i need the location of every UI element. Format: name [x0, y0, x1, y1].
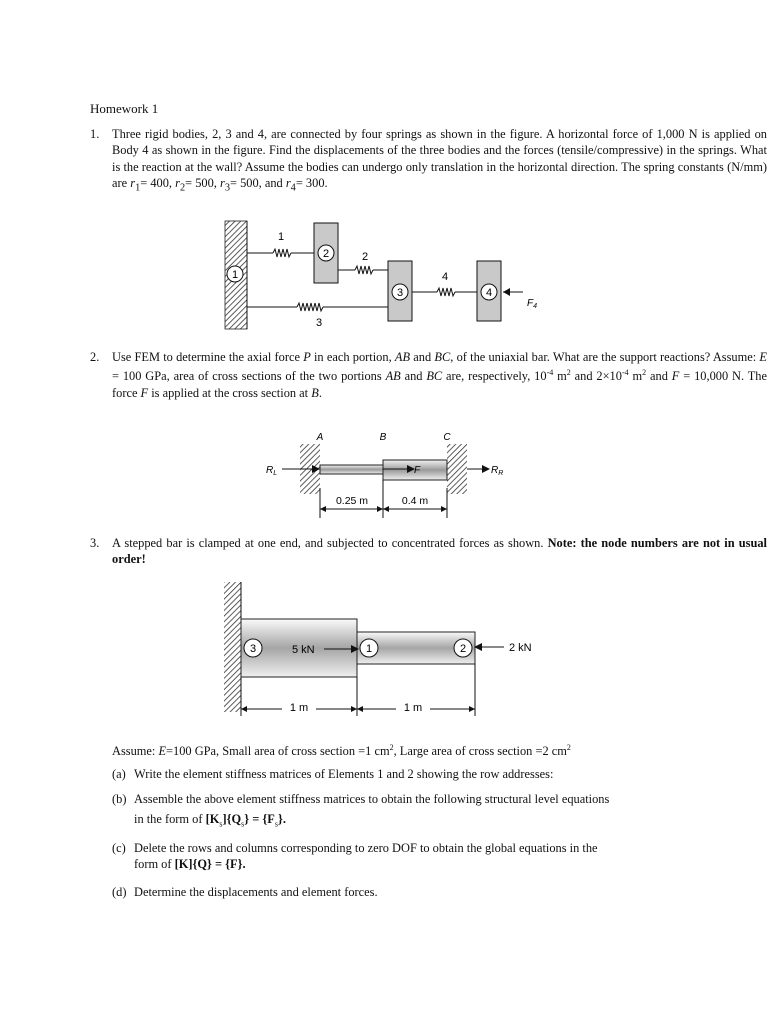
body-3-label: 3 [396, 287, 404, 299]
svg-text:2: 2 [459, 643, 467, 655]
spring-2 [355, 266, 373, 274]
body-2-label: 2 [322, 248, 330, 260]
dim-AB: 0.25 m [335, 495, 369, 507]
problem-3-text: A stepped bar is clamped at one end, and subjected to concentrated forces as shown. Note: the node numbers are not in usual order! [112, 536, 767, 567]
spring-system-figure [215, 218, 555, 333]
force-F-label: F [414, 465, 421, 476]
spring-1-label: 1 [277, 231, 285, 243]
right-reaction-arrow [482, 465, 490, 473]
force-5kN-label: 5 kN [292, 644, 315, 656]
right-reaction-label: $R_R$ [491, 465, 504, 477]
left-reaction-label: $R_L$ [266, 465, 278, 477]
svg-text:1: 1 [365, 643, 373, 655]
dim-BC: 0.4 m [401, 495, 429, 507]
part-a: (a) Write the element stiffness matrices of Elements 1 and 2 showing the row addresses: [112, 767, 554, 781]
problem-1-text: Three rigid bodies, 2, 3 and 4, are connected by four springs as shown in the figure. A horizontal force of 1,000 N is applied on Body 4 as shown in the figure. Find the displacements of the three bodies and the forces (tensile/compressive) in the springs. What is the reaction at the wall? Assume the bodies can undergo only translation in the horizontal direction. The spring constants (N/mm) are $r_1= 400$, $r_2= 500$, $r_3= 500$, and $r_4= 300$. [112, 127, 767, 194]
problem-3-assumptions: Assume: E=100 GPa, Small area of cross section =1 $cm^2$, Large area of cross section =2 $cm^2$ [112, 743, 571, 759]
part-d: (d) Determine the displacements and element forces. [112, 885, 378, 899]
spring-3-label: 3 [315, 317, 323, 329]
label-C: C [443, 432, 451, 443]
problem-number: 3. [90, 536, 100, 550]
spring-4-label: 4 [441, 271, 449, 283]
spring-4 [437, 288, 455, 296]
dim-large: 1 m [289, 702, 309, 714]
spring-3 [297, 303, 323, 311]
part-c: (c) Delete the rows and columns corresponding to zero DOF to obtain the global equations in the form of [K]{Q} = {F}. [112, 841, 598, 871]
label-B: B [379, 432, 387, 443]
homework-title: Homework 1 [90, 101, 159, 116]
spring-2-label: 2 [361, 251, 369, 263]
clamped-wall [224, 582, 241, 712]
svg-text:3: 3 [249, 643, 257, 655]
problem-2-text: Use FEM to determine the axial force P in each portion, AB and BC, of the uniaxial bar. What are the support reactions? Assume: E = 100 GPa, area of cross sections of the two portions AB and BC are, respectively, $10^{-4}$ $m^2$ and $2\times 10^{-4}$ $m^2$ and F = 10,000 N. The force F is applied at the cross section at B. [112, 350, 767, 400]
label-A: A [316, 432, 324, 443]
force-2kN-label: 2 kN [509, 642, 532, 654]
node-1-label: 1 [231, 269, 239, 281]
uniaxial-bar-figure [262, 428, 512, 520]
dim-small: 1 m [403, 702, 423, 714]
body-4-label: 4 [485, 287, 493, 299]
stepped-bar-figure [220, 580, 550, 720]
part-b: (b) Assemble the above element stiffness matrices to obtain the following structural level equations in the form of $[K_s]\{Q_s\} = \{F_s\}$. [112, 792, 610, 829]
spring-1 [273, 249, 291, 257]
problem-number: 1. [90, 127, 100, 141]
force-label: $F_4$ [527, 298, 538, 310]
right-support [447, 444, 467, 494]
bar-AB [320, 465, 383, 474]
problem-number: 2. [90, 350, 100, 364]
